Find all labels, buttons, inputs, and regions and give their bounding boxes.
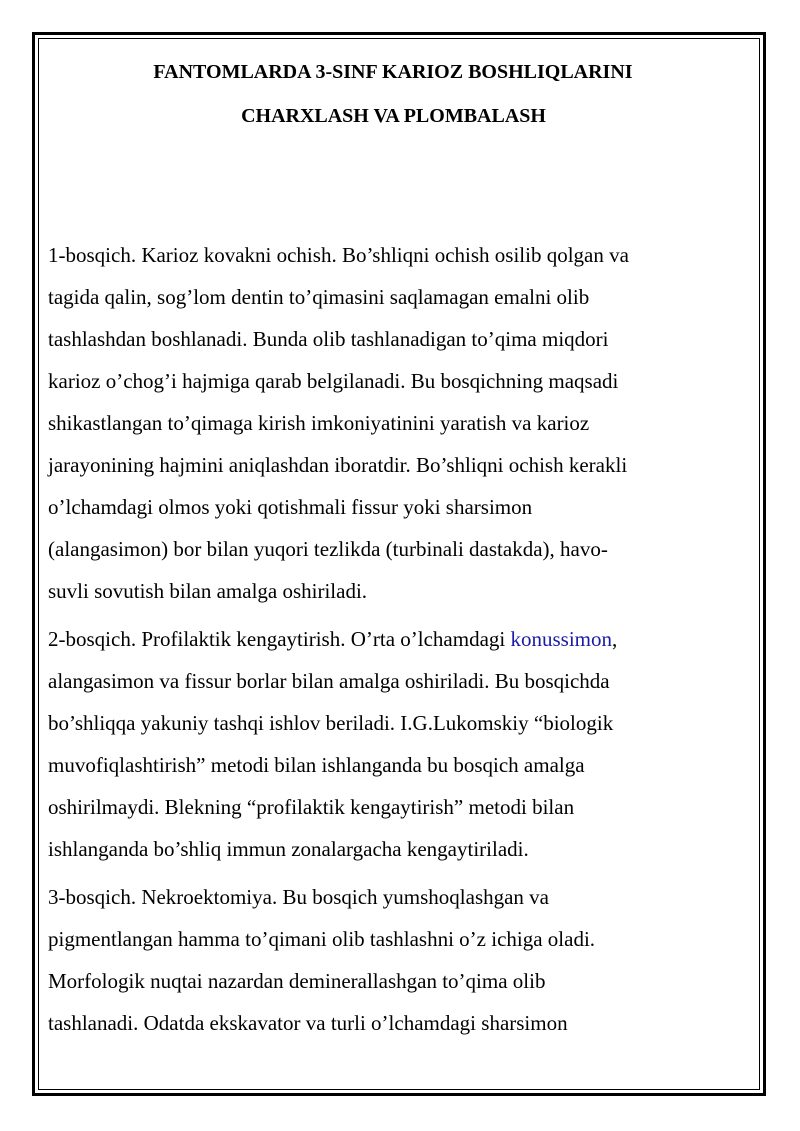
- title-line-2: CHARXLASH VA PLOMBALASH: [241, 105, 546, 127]
- text-line: [48, 618, 738, 660]
- text-line: karioz o’chog’i hajmiga qarab belgilanadi. Bu bosqichning maqsadi: [48, 369, 619, 393]
- document-title: [48, 50, 738, 138]
- text-line: o’lchamdagi olmos yoki qotishmali fissur yoki sharsimon: [48, 495, 533, 519]
- text-run: 2-bosqich. Profilaktik kengaytirish. O’rta o’lchamdagi: [48, 627, 511, 651]
- text-line: (alangasimon) bor bilan yuqori tezlikda (turbinali dastakda), havo-: [48, 537, 608, 561]
- text-line: 3-bosqich. Nekroektomiya. Bu bosqich yumshoqlashgan va: [48, 885, 550, 909]
- paragraph-step-1: [48, 234, 738, 612]
- text-line: suvli sovutish bilan amalga oshiriladi.: [48, 579, 368, 603]
- text-line: oshirilmaydi. Blekning “profilaktik kengaytirish” metodi bilan: [48, 795, 575, 819]
- text-line: pigmentlangan hamma to’qimani olib tashlashni o’z ichiga oladi.: [48, 927, 596, 951]
- text-line: tashlanadi. Odatda ekskavator va turli o’lchamdagi sharsimon: [48, 1011, 568, 1035]
- text-line: bo’shliqqa yakuniy tashqi ishlov beriladi. I.G.Lukomskiy “biologik: [48, 711, 614, 735]
- document-body: [48, 50, 738, 1050]
- paragraph-step-2: [48, 618, 738, 870]
- text-line: muvofiqlashtirish” metodi bilan ishlanganda bu bosqich amalga: [48, 753, 585, 777]
- paragraph-step-3: [48, 876, 738, 1044]
- text-line: Morfologik nuqtai nazardan deminerallashgan to’qima olib: [48, 969, 546, 993]
- text-line: shikastlangan to’qimaga kirish imkoniyatinini yaratish va karioz: [48, 411, 590, 435]
- text-line: alangasimon va fissur borlar bilan amalga oshiriladi. Bu bosqichda: [48, 669, 610, 693]
- title-line-1: FANTOMLARDA 3-SINF KARIOZ BOSHLIQLARINI: [153, 61, 633, 83]
- title-spacer: [48, 138, 738, 234]
- konussimon-link[interactable]: konussimon: [510, 627, 612, 651]
- text-line: tagida qalin, sog’lom dentin to’qimasini saqlamagan emalni olib: [48, 285, 590, 309]
- text-line: tashlashdan boshlanadi. Bunda olib tashlanadigan to’qima miqdori: [48, 327, 609, 351]
- text-run: ,: [612, 627, 618, 651]
- text-line: 1-bosqich. Karioz kovakni ochish. Bo’shliqni ochish osilib qolgan va: [48, 243, 629, 267]
- text-line: ishlanganda bo’shliq immun zonalargacha kengaytiriladi.: [48, 837, 529, 861]
- text-line: jarayonining hajmini aniqlashdan iboratdir. Bo’shliqni ochish kerakli: [48, 453, 628, 477]
